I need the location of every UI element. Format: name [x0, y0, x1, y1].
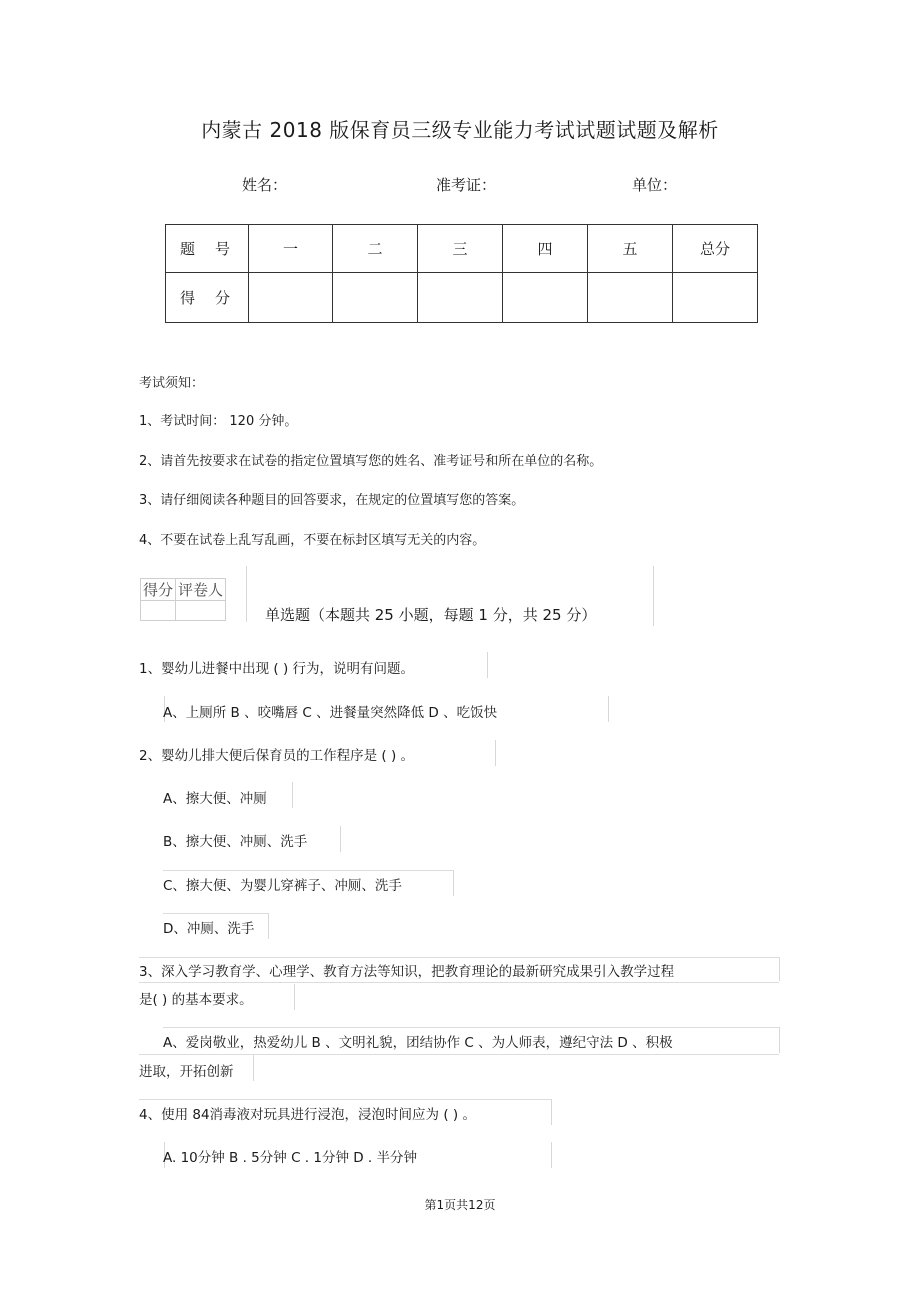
divider-line	[163, 870, 454, 871]
divider-line	[453, 870, 454, 896]
divider-line	[608, 696, 609, 722]
question-option: D、冲厕、洗手	[163, 921, 255, 937]
grader-box-score-cell[interactable]	[141, 601, 176, 621]
divider-line	[495, 740, 496, 766]
question-stem: 1、婴幼儿进餐中出现 ( ) 行为，说明有问题。	[139, 661, 414, 677]
divider-line	[139, 982, 779, 983]
grader-box-grader-label: 评卷人	[176, 579, 226, 601]
header-label: 题号	[180, 240, 230, 258]
section-title: 单选题（本题共 25 小题，每题 1 分，共 25 分）	[265, 606, 597, 624]
divider-line	[246, 566, 247, 622]
instruction-item: 3、请仔细阅读各种题目的回答要求，在规定的位置填写您的答案。	[139, 493, 525, 508]
score-cell[interactable]	[249, 273, 333, 323]
column-header: 四	[503, 225, 588, 273]
question-option: C、擦大便、为婴儿穿裤子、冲厕、洗手	[163, 878, 402, 894]
question-option: B、擦大便、冲厕、洗手	[163, 834, 308, 850]
instruction-item: 2、请首先按要求在试卷的指定位置填写您的姓名、准考证号和所在单位的名称。	[139, 454, 603, 469]
question-options: A、爱岗敬业，热爱幼儿 B 、文明礼貌，团结协作 C 、为人师表，遵纪守法 D 、积极	[163, 1035, 673, 1051]
divider-line	[551, 1099, 552, 1125]
instruction-item: 1、考试时间： 120 分钟。	[139, 414, 298, 429]
column-header: 总分	[673, 225, 758, 273]
column-header: 二	[333, 225, 418, 273]
divider-line	[268, 913, 269, 939]
divider-line	[139, 1099, 551, 1100]
divider-line	[779, 1027, 780, 1053]
instructions-heading: 考试须知：	[139, 376, 205, 391]
question-option: A、擦大便、冲厕	[163, 791, 267, 807]
question-options-continued: 进取，开拓创新	[139, 1064, 234, 1080]
score-cell[interactable]	[503, 273, 588, 323]
column-header: 一	[249, 225, 333, 273]
header-label-cell	[166, 225, 249, 273]
divider-line	[487, 652, 488, 678]
exam-id-label: 准考证：	[436, 176, 497, 194]
divider-line	[294, 984, 295, 1010]
divider-line	[340, 826, 341, 852]
divider-line	[779, 957, 780, 981]
divider-line	[163, 913, 269, 914]
question-stem: 3、深入学习教育学、心理学、教育方法等知识，把教育理论的最新研究成果引入教学过程	[139, 964, 675, 980]
divider-line	[653, 566, 654, 626]
score-label: 得分	[180, 289, 230, 307]
divider-line	[139, 957, 779, 958]
unit-label: 单位：	[632, 176, 678, 194]
divider-line	[163, 1027, 779, 1028]
score-table	[165, 224, 758, 323]
question-options: A. 10分钟 B . 5分钟 C . 1分钟 D . 半分钟	[163, 1150, 418, 1166]
instruction-item: 4、不要在试卷上乱写乱画，不要在标封区填写无关的内容。	[139, 533, 486, 548]
grader-box	[140, 578, 226, 621]
divider-line	[139, 1054, 779, 1055]
column-header: 五	[588, 225, 673, 273]
document-title: 内蒙古 2018 版保育员三级专业能力考试试题试题及解析	[201, 118, 719, 142]
name-label: 姓名：	[242, 176, 288, 194]
divider-line	[292, 782, 293, 808]
grader-box-grader-cell[interactable]	[176, 601, 226, 621]
column-header: 三	[418, 225, 503, 273]
divider-line	[551, 1142, 552, 1168]
score-table-score-row	[166, 273, 758, 323]
divider-line	[253, 1055, 254, 1081]
score-cell[interactable]	[588, 273, 673, 323]
question-stem-continued: 是( ) 的基本要求。	[139, 992, 253, 1008]
score-cell[interactable]	[418, 273, 503, 323]
grader-box-score-label: 得分	[141, 579, 176, 601]
question-options: A、上厕所 B 、咬嘴唇 C 、进餐量突然降低 D 、吃饭快	[163, 705, 498, 721]
question-stem: 4、使用 84消毒液对玩具进行浸泡，浸泡时间应为 ( ) 。	[139, 1107, 476, 1123]
score-label-cell	[166, 273, 249, 323]
score-cell[interactable]	[333, 273, 418, 323]
page-footer: 第1页共12页	[424, 1198, 496, 1212]
question-stem: 2、婴幼儿排大便后保育员的工作程序是 ( ) 。	[139, 748, 414, 764]
score-cell[interactable]	[673, 273, 758, 323]
score-table-header-row	[166, 225, 758, 273]
